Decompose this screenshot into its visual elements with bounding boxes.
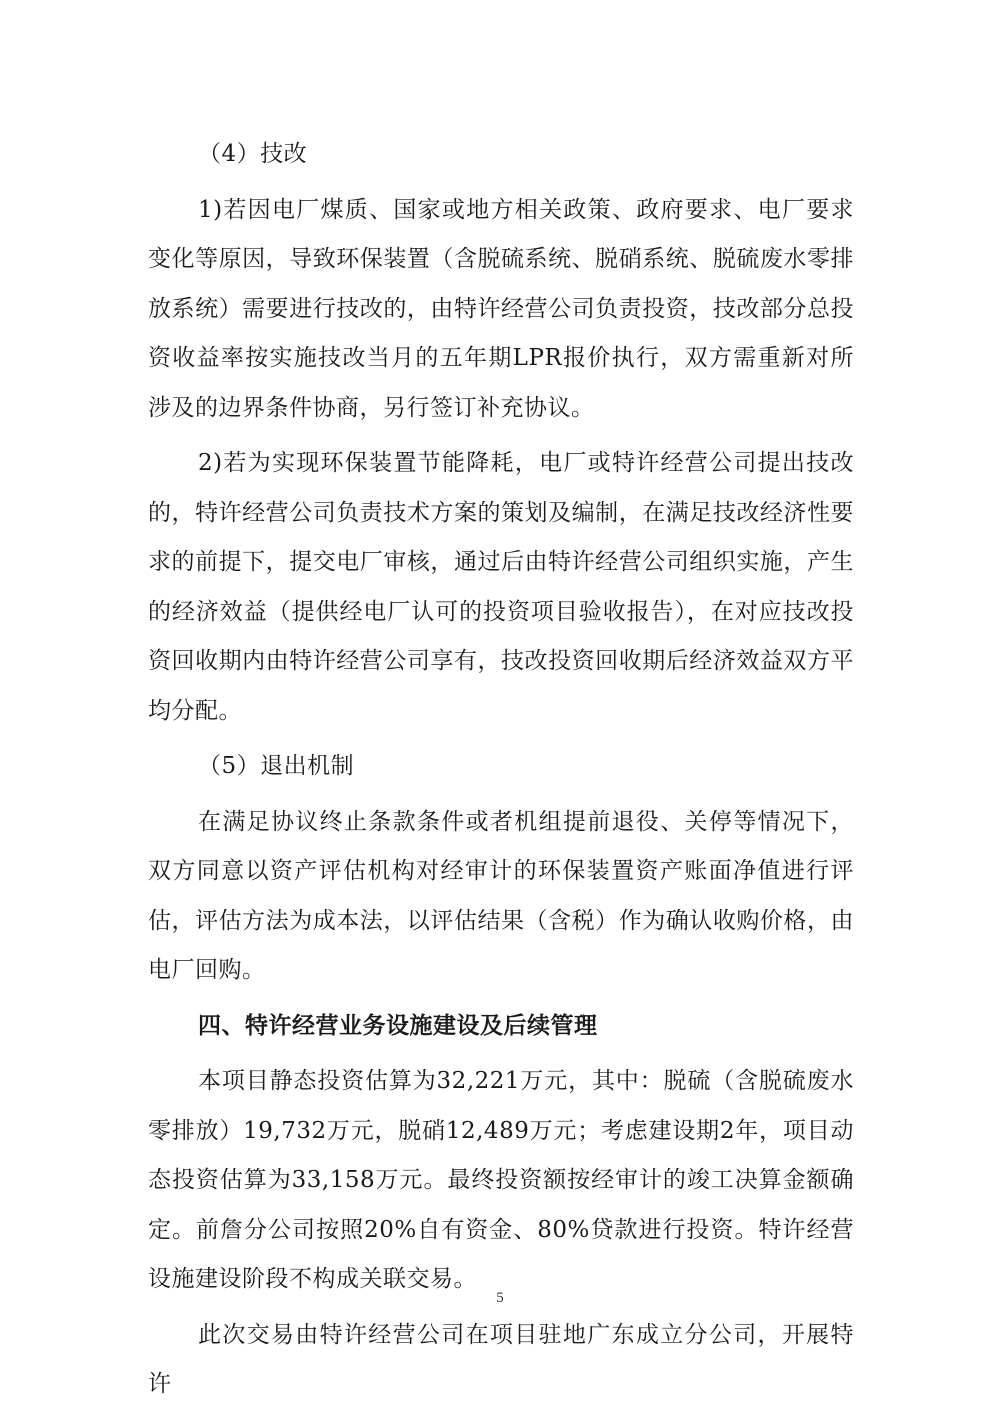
document-body (148, 130, 854, 1410)
section-heading-4: 四、特许经营业务设施建设及后续管理 (198, 1012, 598, 1039)
paragraph-tech-upgrade-2: 2)若为实现环保装置节能降耗，电厂或特许经营公司提出技改的，特许经营公司负责技术方案的策划及编制，在满足技改经济性要求的前提下，提交电厂审核，通过后由特许经营公司组织实施，产生的经济效益（提供经电厂认可的投资项目验收报告），在对应技改投资回收期内由特许经营公司享有，技改投资回收期后经济效益双方平均分配。 (148, 450, 854, 724)
subheading-tech-upgrade: （4）技改 (198, 141, 308, 167)
subheading-exit-mechanism: （5）退出机制 (198, 753, 355, 779)
page-number: 5 (496, 1290, 504, 1306)
paragraph-investment-estimate: 本项目静态投资估算为32,221万元，其中：脱硫（含脱硫废水零排放）19,732万元，脱硝12,489万元；考虑建设期2年，项目动态投资估算为33,158万元。最终投资额按经审计的竣工决算金额确定。前詹分公司按照20%自有资金、80%贷款进行投资。特许经营设施建设阶段不构成关联交易。 (148, 1068, 854, 1292)
paragraph-tech-upgrade-1: 1)若因电厂煤质、国家或地方相关政策、政府要求、电厂要求变化等原因，导致环保装置（含脱硫系统、脱硝系统、脱硫废水零排放系统）需要进行技改的，由特许经营公司负责投资，技改部分总投资收益率按实施技改当月的五年期LPR报价执行，双方需重新对所涉及的边界条件协商，另行签订补充协议。 (148, 196, 854, 421)
paragraph-branch-office: 此次交易由特许经营公司在项目驻地广东成立分公司，开展特许 (148, 1321, 854, 1397)
paragraph-exit-mechanism: 在满足协议终止条款条件或者机组提前退役、关停等情况下，双方同意以资产评估机构对经审计的环保装置资产账面净值进行评估，评估方法为成本法，以评估结果（含税）作为确认收购价格，由电厂回购。 (148, 808, 854, 983)
